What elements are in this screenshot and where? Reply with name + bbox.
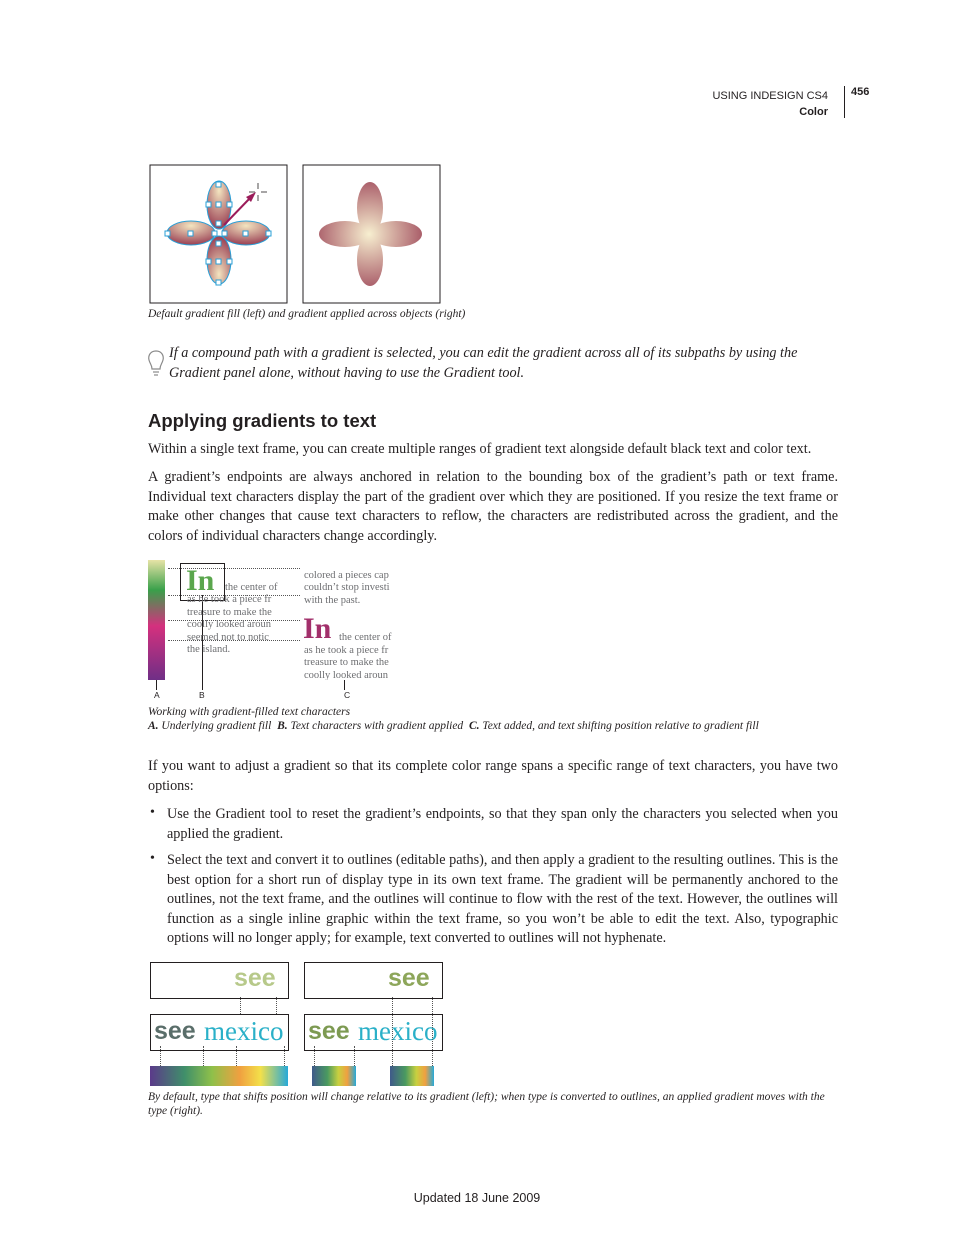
- tip-note: [169, 343, 849, 383]
- book-title: USING INDESIGN CS4: [712, 90, 828, 102]
- figure2-caption-title: Working with gradient-filled text characters: [148, 706, 351, 718]
- figure3-caption: By default, type that shifts position will change relative to its gradient (left); when type is converted to outlines, an applied gradient moves with the type (right).: [148, 1091, 825, 1117]
- running-header: [712, 88, 828, 120]
- bullet-item-2: Select the text and convert it to outlines (editable paths), and then apply a gradient to the resulting outlines. This is the best option for a short run of display type in its own text frame. The gradient will be permanently anchored to the outlines, not the text frame, and the outlines will continue to flow with the rest of the text. However, the outlines will function as a single inline graphic within the text frame, so you won’t be able to edit the text. Also, typographic options will no longer apply; for example, text converted to outlines will not hyphenate.: [167, 852, 838, 947]
- mexico-word-right: mexico: [358, 1016, 438, 1046]
- tip-line-1: If a compound path with a gradient is selected, you can edit the gradient across all of its subpaths by using the: [169, 345, 798, 361]
- figure2-caption-items: A. Underlying gradient fill B. Text characters with gradient applied C. Text added, and text shifting position relative to gradient fill: [148, 720, 759, 732]
- footer-updated: Updated 18 June 2009: [413, 1191, 541, 1205]
- section-paragraph-1: Within a single text frame, you can create multiple ranges of gradient text alongside default black text and color text.: [148, 441, 812, 457]
- chapter-name: Color: [799, 106, 828, 118]
- gradient-glyphs-left: In: [186, 564, 215, 597]
- tip-line-2: Gradient panel alone, without having to use the Gradient tool.: [169, 365, 525, 381]
- gradient-strip-right-2: [390, 1066, 434, 1086]
- see-word-left: see: [234, 964, 276, 992]
- see-word-right: see: [388, 964, 430, 992]
- bullet-marker-1: •: [150, 805, 155, 820]
- label-b: B: [199, 690, 205, 700]
- gradient-strip-left: [150, 1066, 288, 1086]
- label-a: A: [154, 690, 160, 700]
- outlines-gradient-figure: [148, 960, 444, 1088]
- options-intro: If you want to adjust a gradient so that its complete color range spans a specific range of text characters, you have two options:: [148, 758, 838, 794]
- section-heading: Applying gradients to text: [148, 410, 377, 431]
- section-paragraph-2: A gradient’s endpoints are always anchored in relation to the bounding box of the gradient’s path or text frame. Individual text characters display the part of the gradient over which they are positioned. If you resize the text frame or make other changes that cause text characters to reflow, the characters are redistributed across the gradient, and the colors of individual characters change accordingly.: [148, 469, 838, 544]
- text-frame-left: the center of as he took a piece fr treasure to make the coolly looked aroun seemed not to notic the island.: [187, 582, 278, 656]
- bullet-marker-2: •: [150, 851, 155, 866]
- see-word-right-bottom: see: [308, 1017, 350, 1045]
- gradient-strip-right-1: [312, 1066, 356, 1086]
- gradient-fill-bar: [148, 560, 165, 680]
- text-frame-right-bottom: as he took a piece fr treasure to make the coolly looked aroun: [304, 645, 389, 680]
- text-frame-right: colored a pieces cap couldn’t stop investi with the past.: [304, 570, 390, 606]
- figure2-caption: [148, 705, 848, 733]
- page-number: 456: [851, 86, 870, 98]
- flower-gradient-figure: [148, 163, 444, 305]
- bullet-item-1: Use the Gradient tool to reset the gradient’s endpoints, so that they span only the characters you selected when you applied the gradient.: [167, 806, 838, 842]
- see-word-left-bottom: see: [154, 1017, 196, 1045]
- figure1-caption: Default gradient fill (left) and gradient applied across objects (right): [148, 308, 466, 320]
- mexico-word-left: mexico: [204, 1016, 284, 1046]
- gradient-glyphs-right: In: [303, 612, 332, 645]
- right-bottom-first-line: the center of: [339, 632, 392, 643]
- header-divider: [844, 86, 845, 118]
- label-c: C: [344, 690, 351, 700]
- lightbulb-icon: [146, 349, 166, 379]
- gradient-text-figure: [148, 560, 408, 700]
